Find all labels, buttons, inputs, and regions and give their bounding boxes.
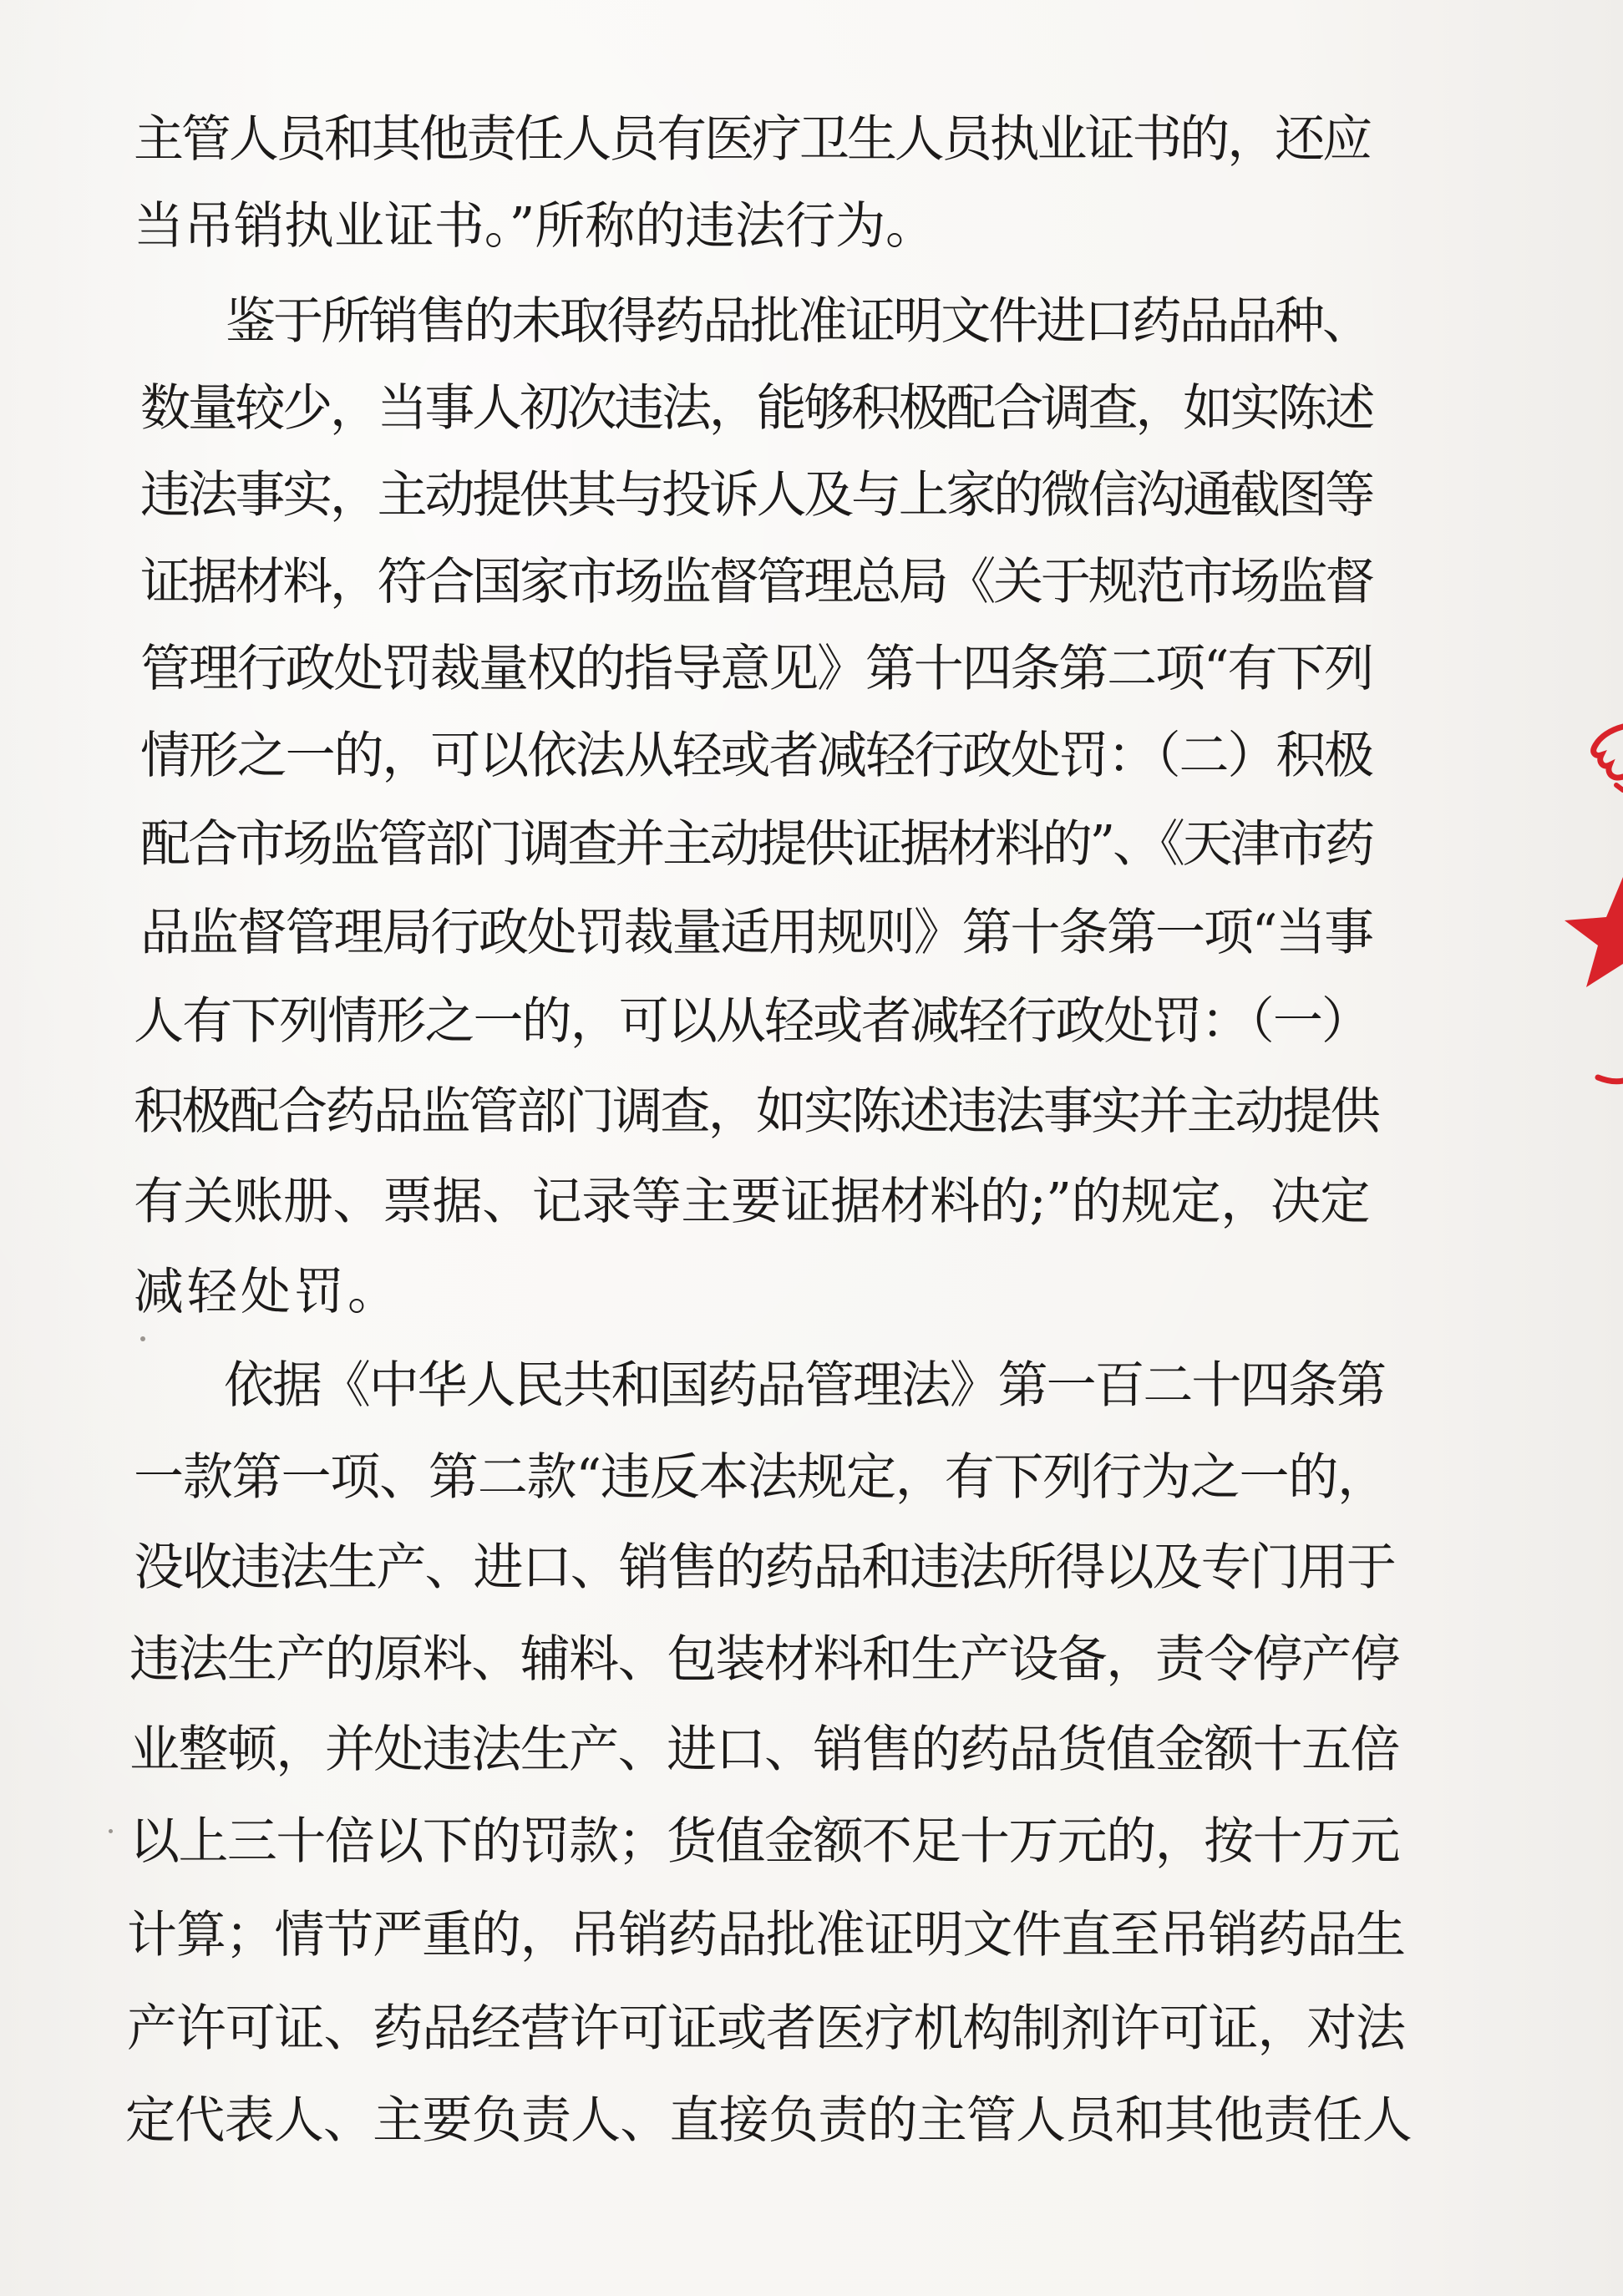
text-line: 证据材料，符合国家市场监督管理总局《关于规范市场监督	[140, 553, 1372, 611]
text-line: 鉴于所销售的未取得药品批准证明文件进口药品品种、	[226, 292, 1370, 351]
text-line: 有关账册、票据、记录等主要证据材料的;”的规定，决定	[134, 1173, 1370, 1231]
text-line: 没收违法生产、进口、销售的药品和违法所得以及专门用于	[134, 1538, 1395, 1597]
text-line: 数量较少，当事人初次违法，能够积极配合调查，如实陈述	[140, 379, 1372, 438]
seal-star-icon	[1565, 877, 1623, 994]
text-line: 业整顿，并处违法生产、进口、销售的药品货值金额十五倍	[129, 1721, 1399, 1779]
text-line: 主管人员和其他责任人员有医疗卫生人员执业证书的，还应	[134, 110, 1370, 169]
text-line: 以上三十倍以下的罚款；货值金额不足十万元的，按十万元	[129, 1812, 1399, 1871]
text-line: 配合市场监管部门调查并主动提供证据材料的”、《天津市药	[140, 815, 1372, 874]
scan-speck	[140, 1336, 145, 1341]
scan-speck	[109, 1829, 113, 1833]
text-line: 人有下列情形之一的，可以从轻或者减轻行政处罚：（一）	[134, 992, 1370, 1051]
text-line: 管理行政处罚裁量权的指导意见》第十四条第二项“有下列	[140, 640, 1372, 698]
text-line: 定代表人、主要负责人、直接负责的主管人员和其他责任人	[125, 2091, 1412, 2150]
text-line: 依据《中华人民共和国药品管理法》第一百二十四条第	[224, 1356, 1385, 1415]
text-line: 当吊销执业证书。”所称的违法行为。	[134, 197, 936, 256]
text-line: 计算；情节严重的，吊销药品批准证明文件直至吊销药品生	[127, 1906, 1405, 1964]
text-line: 品监督管理局行政处罚裁量适用规则》第十条第一项“当事	[140, 904, 1372, 962]
text-line: 减轻处罚。	[134, 1263, 401, 1321]
seal-fragment-icon	[1565, 1052, 1623, 1102]
text-line: 一款第一项、第二款“违反本法规定，有下列行为之一的，	[134, 1448, 1387, 1507]
text-line: 产许可证、药品经营许可证或者医疗机构制剂许可证，对法	[127, 1999, 1405, 2058]
text-line: 违法生产的原料、辅料、包装材料和生产设备，责令停产停	[129, 1630, 1399, 1689]
text-line: 情形之一的，可以依法从轻或者减轻行政处罚：（二）积极	[140, 727, 1372, 785]
text-line: 违法事实，主动提供其与投诉人及与上家的微信沟通截图等	[140, 466, 1372, 525]
seal-fragment-icon	[1565, 718, 1623, 819]
text-line: 积极配合药品监管部门调查，如实陈述违法事实并主动提供	[134, 1082, 1378, 1141]
